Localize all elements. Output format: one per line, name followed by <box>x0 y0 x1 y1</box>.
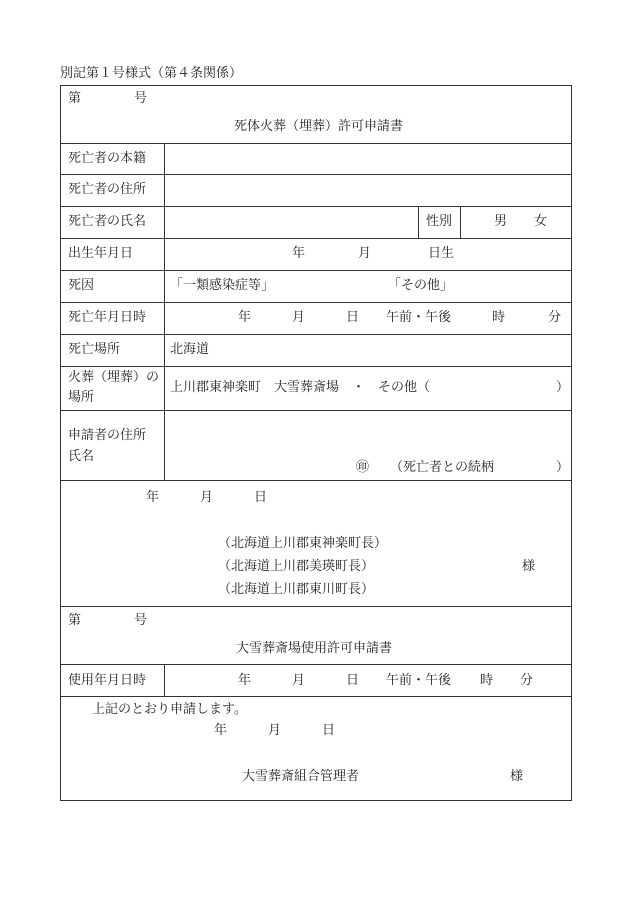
usage-minute: 分 <box>520 673 534 688</box>
date-month: 月 <box>200 490 214 505</box>
birth-year: 年 <box>292 246 306 261</box>
manager-label: 大雪葬斎組合管理者 <box>242 769 360 784</box>
number-suffix: 号 <box>134 91 148 106</box>
addressee-higashikagura: （北海道上川郡東神楽町長） <box>218 536 388 551</box>
addressee-higashikawa: （北海道上川郡東川町長） <box>218 582 375 597</box>
usage-label: 使用年月日時 <box>68 673 147 688</box>
usage-month: 月 <box>292 673 306 688</box>
closing-statement: 上記のとおり申請します。 <box>92 702 247 717</box>
name-field[interactable] <box>170 211 412 233</box>
applicant-label-line2: 氏名 <box>68 449 95 464</box>
addressee-honorific: 様 <box>522 559 536 574</box>
death-minute: 分 <box>548 310 562 325</box>
cause-option-other[interactable]: 「その他」 <box>388 278 454 293</box>
date-day: 日 <box>254 490 268 505</box>
closing-day: 日 <box>322 723 336 738</box>
birth-month: 月 <box>358 246 372 261</box>
death-time-label: 死亡年月日時 <box>68 310 147 325</box>
form-title: 死体火葬（埋葬）許可申請書 <box>234 119 404 134</box>
closing-month: 月 <box>268 723 282 738</box>
death-day: 日 <box>346 310 360 325</box>
gender-male-option[interactable]: 男 <box>494 214 508 229</box>
place-value: 北海道 <box>170 342 210 357</box>
section2-number-prefix: 第 <box>68 613 82 628</box>
death-hour: 時 <box>492 310 506 325</box>
gender-label: 性別 <box>426 214 453 229</box>
date-year: 年 <box>146 490 160 505</box>
seal-mark: ㊞ <box>356 460 370 475</box>
relation-label: （死亡者との続柄 <box>390 460 495 475</box>
name-label: 死亡者の氏名 <box>68 214 147 229</box>
cause-label: 死因 <box>68 278 95 293</box>
form-caption: 別記第１号様式（第４条関係） <box>60 66 243 81</box>
manager-honorific: 様 <box>510 769 524 784</box>
usage-ampm[interactable]: 午前・午後 <box>386 673 452 688</box>
address-label: 死亡者の住所 <box>68 182 147 197</box>
cremation-place-value[interactable]: 上川郡東神楽町 大雪葬斎場 ・ その他（ <box>170 380 431 395</box>
birth-day: 日生 <box>428 246 455 261</box>
domicile-label: 死亡者の本籍 <box>68 151 147 166</box>
usage-year: 年 <box>238 673 252 688</box>
applicant-label-line1: 申請者の住所 <box>68 428 147 443</box>
usage-day: 日 <box>346 673 360 688</box>
birth-label: 出生年月日 <box>68 246 134 261</box>
closing-year: 年 <box>214 723 228 738</box>
domicile-field[interactable] <box>170 148 566 170</box>
addressee-biei: （北海道上川郡美瑛町長） <box>218 559 375 574</box>
death-year: 年 <box>238 310 252 325</box>
section2-title: 大雪葬斎場使用許可申請書 <box>236 641 393 656</box>
place-label: 死亡場所 <box>68 342 121 357</box>
address-field[interactable] <box>170 179 566 201</box>
cause-option-infectious[interactable]: 「一類感染症等」 <box>170 278 275 293</box>
number-prefix: 第 <box>68 91 82 106</box>
death-month: 月 <box>292 310 306 325</box>
death-ampm[interactable]: 午前・午後 <box>386 310 452 325</box>
relation-close-paren: ） <box>556 460 570 475</box>
usage-hour: 時 <box>480 673 494 688</box>
cremation-label-line1: 火葬（埋葬）の <box>68 370 160 385</box>
section2-number-suffix: 号 <box>134 613 148 628</box>
cremation-label-line2: 場所 <box>68 390 95 405</box>
gender-female-option[interactable]: 女 <box>534 214 548 229</box>
applicant-field[interactable] <box>170 416 566 454</box>
cremation-close-paren: ） <box>556 380 570 395</box>
